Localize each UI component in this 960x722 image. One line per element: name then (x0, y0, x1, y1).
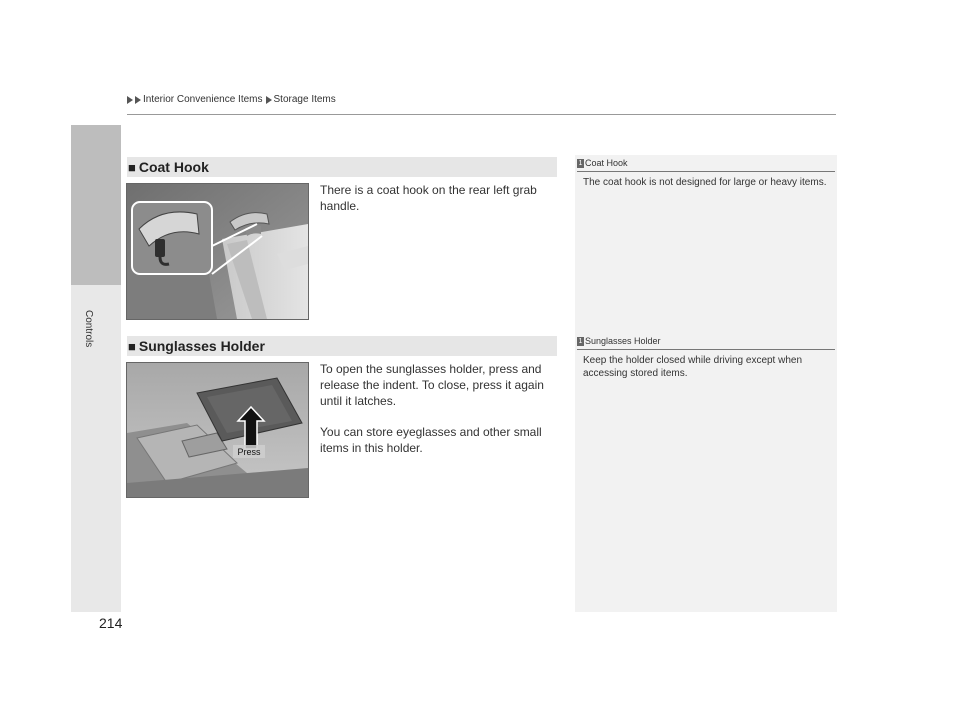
note-title (575, 335, 837, 347)
note-title-text: Sunglasses Holder (585, 336, 661, 346)
note-sunglasses-holder (575, 335, 837, 380)
breadcrumb (127, 94, 339, 105)
sunglasses-holder-figure (126, 362, 309, 498)
section-marker-icon: ■ (128, 159, 136, 175)
section-marker-icon: ■ (128, 338, 136, 354)
coat-hook-figure (126, 183, 309, 320)
notes-column (575, 155, 837, 612)
section-title: Sunglasses Holder (138, 338, 265, 354)
breadcrumb-arrow-icon (266, 96, 272, 104)
chapter-tab-track (71, 285, 121, 612)
breadcrumb-arrow-icon (135, 96, 141, 104)
note-body: Keep the holder closed while driving except when accessing stored items. (583, 355, 803, 379)
chapter-label (82, 310, 96, 410)
note-title-text: Coat Hook (585, 158, 628, 168)
sunglasses-holder-usage: You can store eyeglasses and other small items in this holder. (320, 425, 542, 455)
sunglasses-holder-illustration (127, 363, 308, 497)
note-number-badge: 1 (578, 159, 583, 167)
sunglasses-holder-instructions: To open the sunglasses holder, press and release the indent. To close, press it again until it latches. (320, 362, 544, 408)
note-body: The coat hook is not designed for large or heavy items. (583, 177, 827, 188)
header-divider (127, 114, 836, 115)
section-header-coat-hook (127, 157, 557, 177)
coat-hook-description: There is a coat hook on the rear left grab handle. (320, 183, 537, 213)
page-number: 214 (99, 615, 123, 631)
breadcrumb-item-interior-convenience[interactable]: Interior Convenience Items (143, 94, 263, 105)
chapter-tab (71, 125, 121, 285)
press-label: Press (237, 447, 261, 457)
note-title (575, 157, 837, 169)
note-coat-hook (575, 157, 837, 189)
note-number-badge: 1 (578, 337, 583, 345)
section-title: Coat Hook (138, 159, 209, 175)
breadcrumb-arrow-icon (127, 96, 133, 104)
coat-hook-illustration (127, 184, 308, 319)
breadcrumb-item-storage-items[interactable]: Storage Items (273, 94, 336, 105)
chapter-label-text: Controls (83, 310, 94, 348)
section-header-sunglasses-holder (127, 336, 557, 356)
